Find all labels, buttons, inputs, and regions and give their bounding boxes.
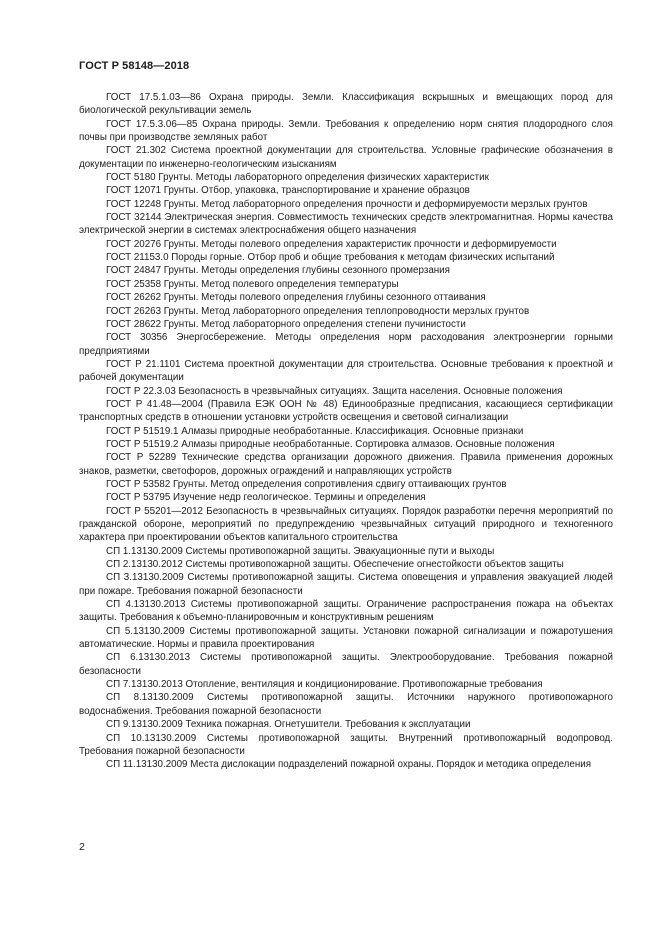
reference-entry: ГОСТ 21.302 Система проектной документации для строительства. Условные графические обозначения в документации по инженерно-геологическим изысканиям [79, 145, 613, 170]
reference-entry: СП 8.13130.2009 Системы противопожарной защиты. Источники наружного противопожарного водоснабжения. Требования пожарной безопасности [79, 692, 613, 717]
normative-references-list [79, 91, 613, 772]
reference-entry: ГОСТ Р 52289 Технические средства организации дорожного движения. Правила применения дорожных знаков, разметки, светофоров, дорожных ограждений и направляющих устройств [79, 452, 613, 477]
reference-entry: СП 1.13130.2009 Системы противопожарной защиты. Эвакуационные пути и выходы [106, 545, 495, 557]
reference-entry: ГОСТ 25358 Грунты. Метод полевого определения температуры [106, 278, 399, 290]
reference-entry: СП 5.13130.2009 Системы противопожарной защиты. Установки пожарной сигнализации и пожаротушения автоматические. Нормы и правила проектирования [79, 625, 613, 651]
reference-entry: ГОСТ Р 53582 Грунты. Метод определения сопротивления сдвигу оттаивающих грунтов [106, 478, 507, 490]
reference-entry: СП 3.13130.2009 Системы противопожарной защиты. Система оповещения и управления эвакуацией людей при пожаре. Требования пожарной безопасности [79, 572, 613, 597]
reference-entry: ГОСТ 26263 Грунты. Метод лабораторного определения теплопроводности мерзлых грунтов [106, 305, 530, 317]
reference-entry: ГОСТ 17.5.3.06—85 Охрана природы. Земли. Требования к определению норм снятия плодородного слоя почвы при производстве земляных работ [79, 118, 613, 144]
page-header-title: ГОСТ Р 58148—2018 [79, 60, 190, 72]
reference-entry: ГОСТ 28622 Грунты. Метод лабораторного определения степени пучинистости [106, 318, 466, 330]
reference-entry: ГОСТ Р 51519.2 Алмазы природные необработанные. Сортировка алмазов. Основные положения [106, 438, 555, 450]
reference-entry: ГОСТ 26262 Грунты. Методы полевого определения глубины сезонного оттаивания [106, 292, 486, 304]
reference-entry: ГОСТ Р 22.3.03 Безопасность в чрезвычайных ситуациях. Защита населения. Основные положения [106, 385, 563, 397]
reference-entry: СП 7.13130.2013 Отопление, вентиляция и кондиционирование. Противопожарные требования [106, 679, 543, 691]
reference-entry: СП 10.13130.2009 Системы противопожарной защиты. Внутренний противопожарный водопровод. Требования пожарной безопасности [79, 732, 613, 757]
reference-entry: ГОСТ 5180 Грунты. Методы лабораторного определения физических характеристик [106, 172, 489, 184]
reference-entry: ГОСТ 30356 Энергосбережение. Методы определения норм расходования электроэнергии горными предприятиями [79, 332, 613, 357]
reference-entry: ГОСТ 21153.0 Породы горные. Отбор проб и общие требования к методам физических испытаний [106, 252, 555, 264]
reference-entry: СП 4.13130.2013 Системы противопожарной защиты. Ограничение распространения пожара на объектах защиты. Требования к объемно-планировочным и конструктивным решениям [79, 599, 613, 624]
reference-entry: СП 2.13130.2012 Системы противопожарной защиты. Обеспечение огнестойкости объектов защиты [106, 559, 564, 571]
reference-entry: ГОСТ 32144 Электрическая энергия. Совместимость технических средств электромагнитная. Нормы качества электрической энергии в системах электроснабжения общего назначения [79, 212, 613, 237]
reference-entry: ГОСТ 20276 Грунты. Методы полевого определения характеристик прочности и деформируемости [106, 238, 557, 250]
reference-entry: ГОСТ Р 53795 Изучение недр геологическое. Термины и определения [106, 492, 426, 504]
reference-entry: СП 6.13130.2013 Системы противопожарной защиты. Электрооборудование. Требования пожарной безопасности [79, 652, 613, 677]
reference-entry: ГОСТ 12248 Грунты. Метод лабораторного определения прочности и деформируемости мерзлых грунтов [106, 198, 588, 210]
reference-entry: ГОСТ 12071 Грунты. Отбор, упаковка, транспортирование и хранение образцов [106, 185, 470, 197]
reference-entry: ГОСТ 17.5.1.03—86 Охрана природы. Земли. Классификация вскрышных и вмещающих пород для биологической рекультивации земель [79, 92, 613, 117]
page-number: 2 [79, 841, 85, 853]
reference-entry: ГОСТ Р 41.48—2004 (Правила ЕЭК ООН № 48) Единообразные предписания, касающиеся сертификации транспортных средств в отношении установки устройств освещения и световой сигнализации [79, 398, 613, 424]
reference-entry: СП 9.13130.2009 Техника пожарная. Огнетушители. Требования к эксплуатации [106, 719, 471, 731]
reference-entry: ГОСТ 24847 Грунты. Методы определения глубины сезонного промерзания [106, 265, 450, 277]
reference-entry: ГОСТ Р 21.1101 Система проектной документации для строительства. Основные требования к проектной и рабочей документации [79, 358, 613, 384]
reference-entry: ГОСТ Р 51519.1 Алмазы природные необработанные. Классификация. Основные признаки [106, 425, 524, 437]
reference-entry: СП 11.13130.2009 Места дислокации подразделений пожарной охраны. Порядок и методика определения [106, 759, 592, 771]
reference-entry: ГОСТ Р 55201—2012 Безопасность в чрезвычайных ситуациях. Порядок разработки перечня мероприятий по гражданской обороне, мероприятий по предупреждению чрезвычайных ситуаций природного и техногенного характера при проектировании объектов капитального строительства [79, 505, 613, 544]
